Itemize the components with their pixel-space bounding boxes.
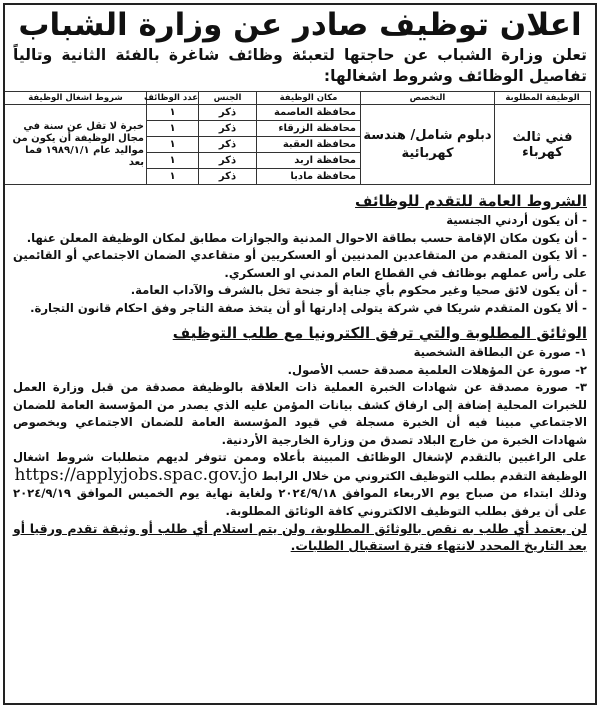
count-cell: ١: [147, 137, 199, 153]
general-condition-item: - أن يكون أردني الجنسية: [446, 213, 587, 227]
header-count: عدد الوظائف: [144, 93, 198, 103]
header-conditions: شروط اشغال الوظيفة: [5, 92, 147, 105]
announcement-title: اعلان توظيف صادر عن وزارة الشباب: [18, 7, 582, 43]
gender-cell: ذكر: [199, 153, 257, 169]
apply-text: على الراغبين بالتقدم لإشغال الوظائف المبينة بأعلاه وممن تتوفر لديهم متطلبات شروط اشغال الوظيفة التقدم بطلب التوظيف الكتروني من خلال الرابط: [13, 450, 587, 483]
table-header-row: [5, 92, 591, 105]
apply-link[interactable]: https://applyjobs.spac.gov.jo: [14, 464, 258, 485]
documents-heading: الوثائق المطلوبة والتي ترفق الكترونيا مع طلب التوظيف: [172, 324, 587, 342]
header-location: مكان الوظيفة: [257, 92, 361, 105]
gender-cell: ذكر: [199, 137, 257, 153]
header-specialty: التخصص: [361, 92, 495, 105]
jobs-table: [4, 91, 591, 185]
count-cell: ١: [147, 105, 199, 121]
location-cell: محافظة العاصمة: [257, 105, 361, 121]
header-job: الوظيفة المطلوبة: [495, 92, 591, 105]
apply-instructions: [5, 449, 595, 485]
final-notice: لن يعتمد أي طلب به نقص بالوثائق المطلوبة، ولن يتم استلام أي طلب أو وثيقة تقدم ورقيا أو بعد التاريخ المحدد لانتهاء فترة استقبال الطلبات.: [13, 521, 587, 553]
gender-cell: ذكر: [199, 105, 257, 121]
conditions-cell: خبرة لا تقل عن سنة في مجال الوظيفة أن يكون من مواليد عام ١٩٨٩/١/١ فما بعد: [5, 105, 147, 185]
location-cell: محافظة الزرقاء: [257, 121, 361, 137]
location-cell: محافظة العقبة: [257, 137, 361, 153]
count-cell: ١: [147, 121, 199, 137]
apply-dates: وذلك ابتداء من صباح يوم الاربعاء الموافق ٢٠٢٤/٩/١٨ ولغاية نهاية يوم الخميس الموافق ٢٠٢٤/٩/١٩ على أن يرفق بطلب التوظيف الالكتروني كافة الوثائق المطلوبة.: [13, 486, 588, 518]
document-item: ٢- صورة عن المؤهلات العلمية مصدقة حسب الأصول.: [287, 362, 587, 377]
table-row: [5, 105, 591, 121]
location-cell: محافظة مادبا: [257, 169, 361, 185]
document-item: ٣- صورة مصدقة عن شهادات الخبرة العملية ذات العلاقة بالوظيفة مصدقة من قبل وزارة العمل للخبرات المحلية إضافة إلى ارفاق كشف بيانات المؤمن عليه الذي يصدر من المؤسسة العامة للضمان الاجتماعي مبينا فيه أن الخبرة مسجلة في قيود المؤسسة العامة للضمان الاجتماعي وبخصوص شهادات الخبرة من خارج البلاد تصدق من وزارة الخارجية الأردنية.: [13, 380, 587, 447]
document-item: ١- صورة عن البطاقة الشخصية: [413, 345, 587, 359]
general-condition-item: - أن يكون لائق صحيا وغير محكوم بأي جناية أو جنحة تخل بالشرف والآداب العامة.: [130, 283, 587, 297]
specialty-cell: دبلوم شامل/ هندسة كهربائية: [361, 105, 495, 185]
gender-cell: ذكر: [199, 169, 257, 185]
job-announcement: [3, 3, 597, 705]
location-cell: محافظة اربد: [257, 153, 361, 169]
job-title-cell: فني ثالث كهرباء: [495, 105, 591, 185]
general-condition-item: - ألا يكون المتقدم شريكا في شركة يتولى إدارتها أو أن يتخذ صفة التاجر وفق احكام قانون التجارة.: [30, 300, 587, 315]
count-cell: ١: [147, 153, 199, 169]
count-cell: ١: [147, 169, 199, 185]
general-condition-item: - ألا يكون المتقدم من المتقاعدين المدنيين أو العسكريين أو متقاعدي الضمان الاجتماعي أو القائمين على رأس عملهم بوظائف في القطاع العام المدني او العسكري.: [13, 248, 587, 280]
gender-cell: ذكر: [199, 121, 257, 137]
general-condition-item: - أن يكون مكان الإقامة حسب بطاقة الاحوال المدنية والجوازات مطابق لمكان الوظيفة المعلن عنها.: [26, 230, 587, 245]
intro-text: تعلن وزارة الشباب عن حاجتها لتعبئة وظائف شاغرة بالفئة الثانية وتالياً تفاصيل الوظائف وشروط اشغالها:: [13, 46, 587, 85]
header-gender: الجنس: [199, 92, 257, 105]
general-conditions-heading: الشروط العامة للتقدم للوظائف: [355, 192, 587, 210]
